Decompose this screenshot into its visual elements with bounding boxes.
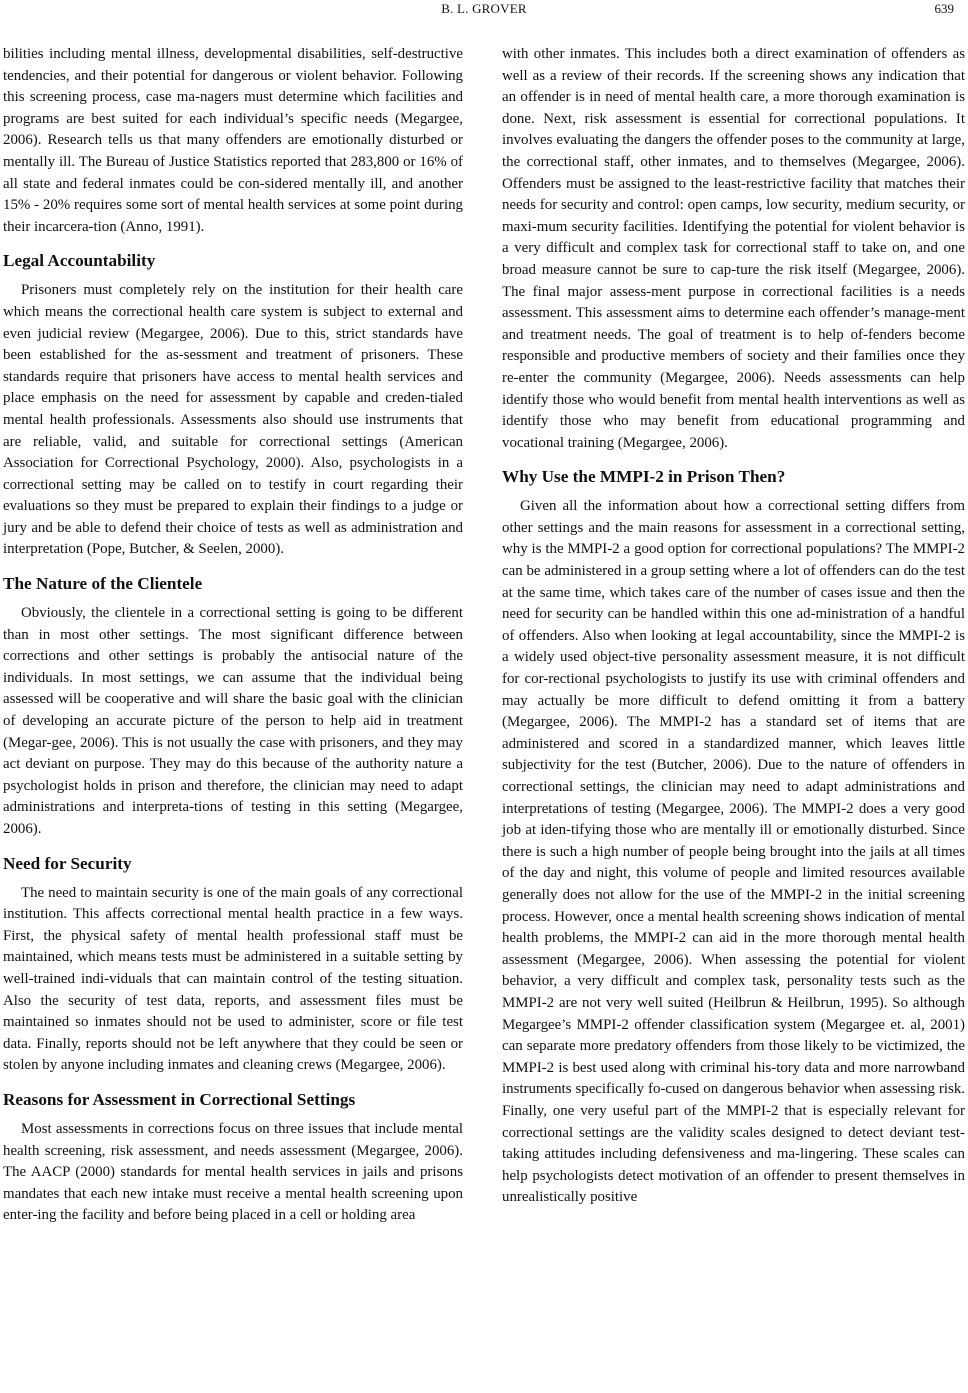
running-head-author: B. L. GROVER	[441, 1, 527, 16]
paragraph-why-use-mmpi2: Given all the information about how a correctional setting differs from other settings and the main reasons for assessment in a correctional setting, why is the MMPI-2 a good option for correctional populations? The MMPI-2 can be administered in a group setting where a lot of offenders can do the test at the same time, which takes care of the number of cases issue and then the need for security can be handled within this one ad-ministration of a handful of offenders. Also when looking at legal accountability, since the MMPI-2 is a widely used object-tive personality assessment measure, it is not difficult for cor-rectional psychologists to justify its use with criminal offenders and may actually be more difficult to defend omitting it from a battery (Megargee, 2006). The MMPI-2 has a standard set of items that are administered and scored in a standardized manner, which leaves little subjectivity for the test (Butcher, 2006). Due to the nature of offenders in correctional settings, the clinician may need to adapt administrations and interpretations of testing (Megargee, 2006). The MMPI-2 does a very good job at iden-tifying those who are mentally ill or emotionally disturbed. Since there is such a high number of people being brought into the jails at all times of the day and night, this volume of people and limited resources available generally does not allow for the use of the MMPI-2 in the initial screening process. However, once a mental health screening shows indication of mental health problems, the MMPI-2 can aid in the more thorough mental health assessment (Megargee, 2006). When assessing the potential for violent behavior, a very difficult and complex task, personality tests such as the MMPI-2 are not very well suited (Heilbrun & Heilbrun, 1995). So although Megargee’s MMPI-2 offender classification system (Megargee et. al, 2001) can separate more predatory offenders from those likely to be victimized, the MMPI-2 is best used along with criminal his-tory data and more narrowband instruments specifically fo-cused on dangerous behavior when assessing risk. Finally, one very useful part of the MMPI-2 that is especially relevant for correctional settings are the validity scales designed to detect deviant test-taking attitudes including defensiveness and ma-lingering. These scales can help psychologists detect motivation of an offender to present themselves in unrealistically positive	[502, 498, 965, 1206]
paragraph-legal-accountability: Prisoners must completely rely on the institution for their health care which means the correctional health care system is subject to external and even judicial review (Megargee, 2006). Due to this, strict standards have been established for the as-sessment and treatment of prisoners. These standards require that prisoners have access to mental health services and place emphasis on the need for assessment by capable and creden-tialed mental health professionals. Assessments also should use instruments that are reliable, valid, and suitable for correctional settings (American Association for Correctional Psychology, 2000). Also, psychologists in a correctional setting may be called on to testify in court regarding their evaluations so they must be prepared to explain their findings to a judge or jury and be able to defend their choice of tests as well as administration and interpretation (Pope, Butcher, & Seelen, 2000).	[3, 282, 463, 558]
left-column	[3, 44, 463, 1227]
paragraph-nature-of-clientele: Obviously, the clientele in a correctional setting is going to be different than in most other settings. The most significant difference between corrections and other settings is probably the antisocial nature of the individuals. In most settings, we can assume that the individual being assessed will be cooperative and will share the basic goal with the clinician of developing an accurate picture of the person to help aid in treatment (Megar-gee, 2006). This is not usually the case with prisoners, and they may act deviant on purpose. They may do this because of the authority nature a psychologist holds in prison and therefore, the clinician may need to adapt administrations and interpreta-tions of testing in this setting (Megargee, 2006).	[3, 605, 463, 837]
paragraph-continued-right: with other inmates. This includes both a direct examination of offenders as well as a review of their records. If the screening shows any indication that an offender is in need of mental health care, a more thorough examination is done. Next, risk assessment is essential for correctional populations. It involves evaluating the dangers the offender poses to the community at large, the correctional staff, other inmates, and to themselves (Megargee, 2006). Offenders must be assigned to the least-restrictive facility that matches their needs for security and control: open camps, low security, medium security, or maxi-mum security facilities. Identifying the potential for violent behavior is a very difficult and complex task for correctional staff to take on, and one broad measure cannot be sure to cap-ture the risk itself (Megargee, 2006). The final major assess-ment purpose in correctional facilities is a needs assessment. This assessment aims to determine each offender’s manage-ment and treatment needs. The goal of treatment is to help of-fenders become responsible and productive members of society and their families once they re-enter the community (Megargee, 2006). Needs assessments can help identify those who would benefit from mental health interventions as well as identify those who may benefit from educational programming and vocational training (Megargee, 2006).	[502, 46, 965, 451]
heading-nature-of-clientele: The Nature of the Clientele	[3, 574, 203, 594]
heading-reasons-for-assessment: Reasons for Assessment in Correctional Settings	[3, 1089, 356, 1109]
heading-need-for-security: Need for Security	[3, 853, 132, 873]
page-number: 639	[934, 1, 954, 16]
paragraph-reasons-for-assessment: Most assessments in corrections focus on three issues that include mental health screening, risk assessment, and needs assessment (Megargee, 2006). The AACP (2000) standards for mental health services in jails and prisons mandates that each new intake must receive a mental health screening upon enter-ing the facility and before being placed in a cell or holding area	[3, 1120, 463, 1224]
heading-why-use-mmpi2: Why Use the MMPI-2 in Prison Then?	[502, 467, 786, 487]
heading-legal-accountability: Legal Accountability	[3, 251, 156, 271]
right-column	[502, 44, 965, 1209]
paragraph-need-for-security: The need to maintain security is one of the main goals of any correctional institution. This affects correctional mental health practice in a few ways. First, the physical safety of mental health professional staff must be maintained, which means tests must be administered in a suitable setting by well-trained indi-viduals that can maintain control of the testing situation. Also the security of test data, reports, and assessment files must be maintained so inmates should not be used to administer, score or file test data. Finally, reports should not be left anywhere that they could be seen or stolen by anyone including inmates and cleaning crews (Megargee, 2006).	[3, 884, 463, 1074]
running-head	[0, 0, 968, 24]
paragraph-continued: bilities including mental illness, developmental disabilities, self-destructive tendencies, and their potential for dangerous or violent behavior. Following this screening process, case ma-nagers must determine which facilities and programs are best suited for each individual’s specific needs (Megargee, 2006). Research tells us that many offenders are emotionally disturbed or mentally ill. The Bureau of Justice Statistics reported that 283,800 or 16% of all state and federal inmates could be con-sidered mentally ill, and another 15% - 20% requires some sort of mental health services at some point during their incarcera-tion (Anno, 1991).	[3, 46, 463, 235]
